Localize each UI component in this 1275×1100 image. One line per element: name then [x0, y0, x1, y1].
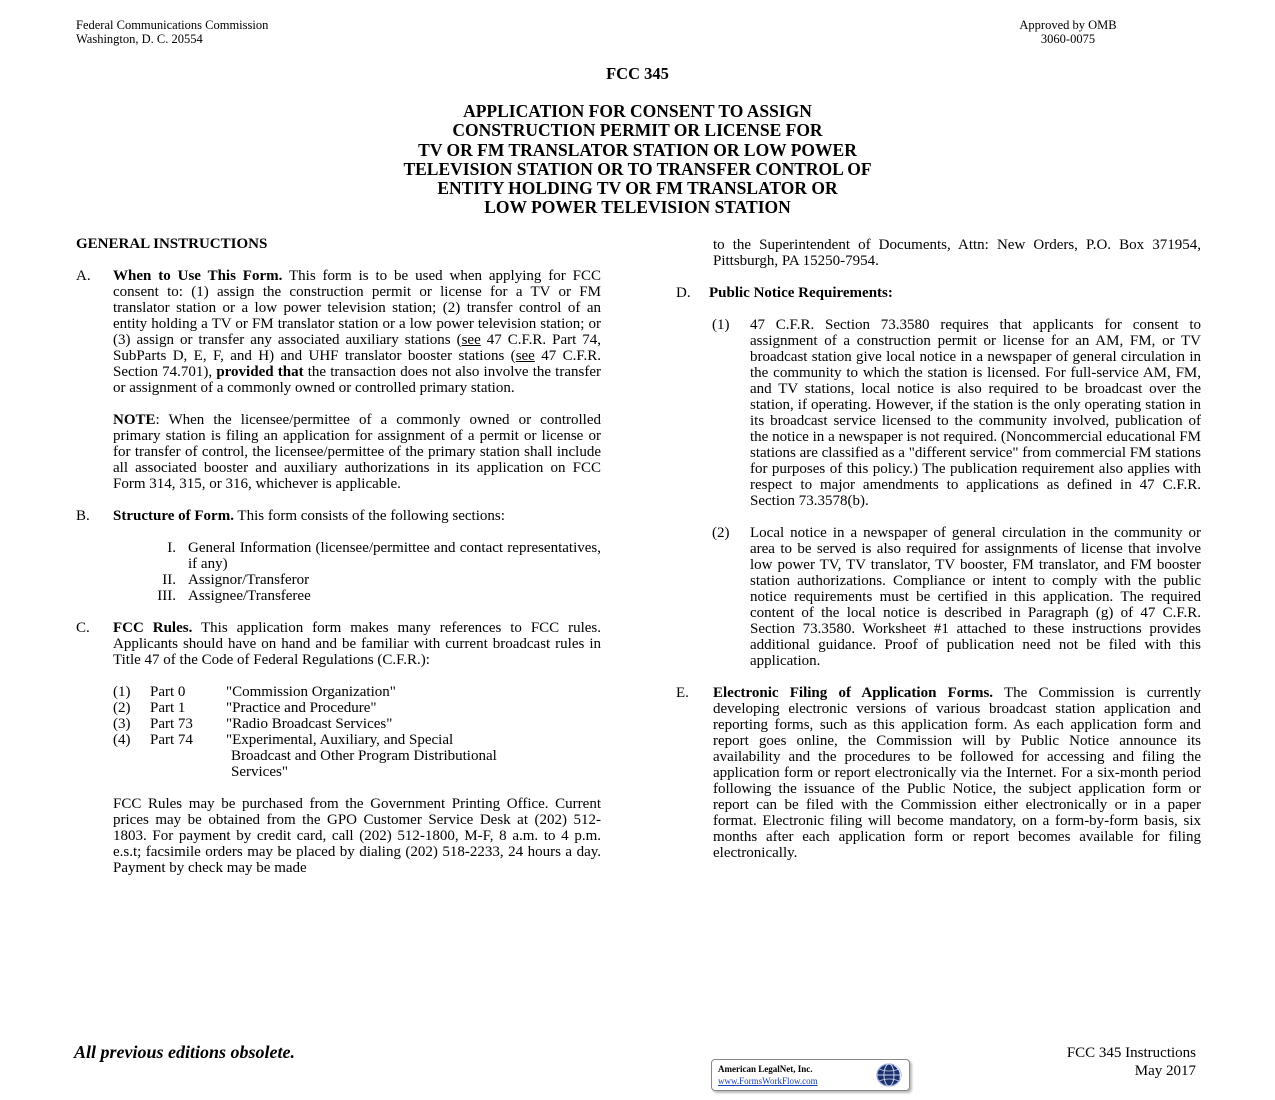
list-number: III.	[157, 588, 176, 604]
form-instructions-label: FCC 345 Instructions	[1066, 1045, 1196, 1061]
see-reference: see	[461, 332, 481, 348]
see-reference: see	[515, 348, 535, 364]
section-label: A.	[76, 268, 91, 284]
form-edition	[1010, 1044, 1196, 1080]
list-item	[150, 588, 601, 604]
rule-part: Part 74	[150, 732, 193, 748]
rule-item	[113, 716, 601, 732]
right-column	[676, 237, 1201, 861]
section-label: D.	[676, 285, 691, 301]
legalnet-badge[interactable]	[711, 1059, 910, 1091]
general-instructions-heading: GENERAL INSTRUCTIONS	[76, 236, 268, 252]
section-text: This form is to be used when applying for FCC consent to: (1) assign the construction permit or license for a TV or FM translator station or a low power television station; (2) transfer control of an entity holding a TV or FM translator station or a low power television station; or (3) assign or transfer any associated auxiliary stations (	[113, 268, 601, 348]
section-text: This application form makes many references to FCC rules. Applicants should have on hand and be familiar with current broadcast rules in Title 47 of the Code of Federal Regulations (C.F.R.):	[113, 620, 601, 668]
notice-item	[712, 525, 1201, 669]
badge-company: American LegalNet, Inc.	[718, 1064, 813, 1074]
section-a	[76, 268, 601, 492]
note-paragraph	[113, 412, 601, 492]
list-text: General Information (licensee/permittee and contact representatives, if any)	[188, 540, 601, 572]
rule-item	[113, 732, 601, 780]
list-item	[150, 540, 601, 572]
title-line: TELEVISION STATION OR TO TRANSFER CONTROL OF	[403, 158, 872, 179]
agency-header	[76, 18, 268, 46]
section-e	[676, 685, 1201, 861]
edition-date: May 2017	[1134, 1063, 1196, 1079]
omb-approval	[1000, 18, 1136, 46]
globe-icon	[874, 1062, 904, 1088]
item-number: (2)	[712, 525, 730, 541]
provided-that: provided that	[216, 364, 304, 380]
item-text: Local notice in a newspaper of general circulation in the community or area to be served is also required for assignments of license that involve low power TV, TV translator, TV booster, FM translator, and FM booster station authorizations. Compliance or intent to comply with the public notice requirements must be certified in this application. The required content of the local notice is described in Paragraph (g) of 47 C.F.R. Section 73.3580. Worksheet #1 attached to these instructions provides additional guidance. Proof of publication need not be filed with this application.	[750, 525, 1201, 669]
section-text: The Commission is currently developing electronic versions of various broadcast station application and reporting forms, such as this application form. As each application form and report goes online, the Commission will by Public Notice announce its availability and the procedures to be followed for accessing and filing the application form or report electronically via the Internet. For a six-month period following the issuance of the Public Notice, the subject application form or report can be filed with the Commission either electronically or in a paper format. Electronic filing will become mandatory, on a form-by-form basis, six months after each application form or report becomes available for filing electronically.	[713, 685, 1201, 861]
agency-name: Federal Communications Commission	[76, 18, 269, 32]
rule-title-continued: Broadcast and Other Program Distributional	[231, 748, 497, 764]
title-line: CONSTRUCTION PERMIT OR LICENSE FOR	[452, 120, 823, 141]
item-text: 47 C.F.R. Section 73.3580 requires that applicants for consent to assignment of a construction permit or license for an AM, FM, or TV broadcast station give local notice in a newspaper of general circulation in the community to which the station is licensed. For full-service AM, FM, and TV stations, local notice is also required to be broadcast over the station, if operating. However, if the station is the only operating station in its broadcast service licensed to the community involved, publication of the notice in a newspaper is not required. (Noncommercial educational FM stations are classified as a "different service" from commercial FM stations for purposes of this policy.) The publication requirement also applies with respect to major amendments to applications as defined in 47 C.F.R. Section 73.3578(b).	[750, 317, 1201, 509]
title-line: ENTITY HOLDING TV OR FM TRANSLATOR OR	[437, 178, 838, 199]
section-text: 47 C.F.R. Part 74, SubParts D, E, F, and H) and UHF translator booster stations (	[113, 332, 601, 364]
form-title	[0, 102, 1275, 218]
section-d	[676, 285, 1201, 669]
section-label: E.	[676, 685, 689, 701]
left-column	[76, 236, 601, 876]
rule-title: "Commission Organization"	[226, 684, 396, 700]
note-text: : When the licensee/permittee of a commonly owned or controlled primary station is filing an application for assignment of a permit or license or for transfer of control, the licensee/permittee of the primary station shall include all associated booster and auxiliary authorizations in its application on FCC Form 314, 315, or 316, whichever is applicable.	[113, 412, 601, 492]
list-number: II.	[162, 572, 176, 588]
notice-item	[712, 317, 1201, 509]
section-text: the transaction does not also involve the transfer or assignment of a commonly owned or controlled primary station.	[113, 364, 601, 396]
rule-title: "Experimental, Auxiliary, and Special	[226, 732, 454, 748]
rule-title: "Practice and Procedure"	[226, 700, 377, 716]
section-heading: FCC Rules.	[113, 620, 193, 636]
note-label: NOTE	[113, 412, 156, 428]
item-number: (1)	[712, 317, 730, 333]
section-heading-text: Public Notice Requirements:	[709, 285, 893, 301]
section-label: B.	[76, 508, 90, 524]
title-line: APPLICATION FOR CONSENT TO ASSIGN	[463, 101, 812, 121]
list-text: Assignee/Transferee	[188, 588, 311, 604]
list-item	[150, 572, 601, 588]
section-c	[76, 620, 601, 876]
rule-part: Part 73	[150, 716, 193, 732]
section-label: C.	[76, 620, 90, 636]
list-text: Assignor/Transferor	[188, 572, 310, 588]
form-number: FCC 345	[606, 64, 669, 83]
section-heading	[709, 285, 1201, 301]
section-heading: Structure of Form.	[113, 508, 234, 524]
rule-item	[113, 684, 601, 700]
section-b-body	[113, 508, 601, 524]
section-text: This form consists of the following sections:	[233, 508, 505, 524]
section-b	[76, 508, 601, 604]
section-heading: Electronic Filing of Application Forms.	[713, 685, 994, 701]
rule-number: (3)	[113, 716, 131, 732]
agency-address: Washington, D. C. 20554	[76, 32, 203, 46]
list-number: I.	[167, 540, 176, 556]
badge-link[interactable]: www.FormsWorkFlow.com	[718, 1076, 818, 1086]
rules-list	[113, 684, 601, 780]
section-heading: When to Use This Form.	[113, 268, 283, 284]
rule-title-continued: Services"	[231, 764, 288, 780]
section-e-body	[713, 685, 1201, 861]
section-c-body	[113, 620, 601, 668]
rule-number: (2)	[113, 700, 131, 716]
title-line: TV OR FM TRANSLATOR STATION OR LOW POWER	[418, 139, 857, 160]
omb-label: Approved by OMB	[1019, 18, 1117, 32]
obsolete-notice: All previous editions obsolete.	[74, 1042, 296, 1062]
purchase-paragraph-continued: to the Superintendent of Documents, Attn: New Orders, P.O. Box 371954, Pittsburgh, PA 15250-7954.	[713, 237, 1201, 269]
rule-part: Part 0	[150, 684, 186, 700]
rule-item	[113, 700, 601, 716]
section-a-body	[113, 268, 601, 396]
rule-part: Part 1	[150, 700, 186, 716]
purchase-paragraph: FCC Rules may be purchased from the Government Printing Office. Current prices may be obtained from the GPO Customer Service Desk at (202) 512-1803. For payment by credit card, call (202) 512-1800, M-F, 8 a.m. to 4 p.m. e.s.t; facsimile orders may be placed by dialing (202) 518-2233, 24 hours a day. Payment by check may be made	[113, 796, 601, 876]
section-text: 47 C.F.R. Section 74.701),	[113, 348, 602, 380]
rule-title: "Radio Broadcast Services"	[226, 716, 393, 732]
title-line: LOW POWER TELEVISION STATION	[484, 197, 791, 218]
rule-number: (1)	[113, 684, 131, 700]
rule-number: (4)	[113, 732, 131, 748]
omb-number: 3060-0075	[1040, 32, 1096, 46]
